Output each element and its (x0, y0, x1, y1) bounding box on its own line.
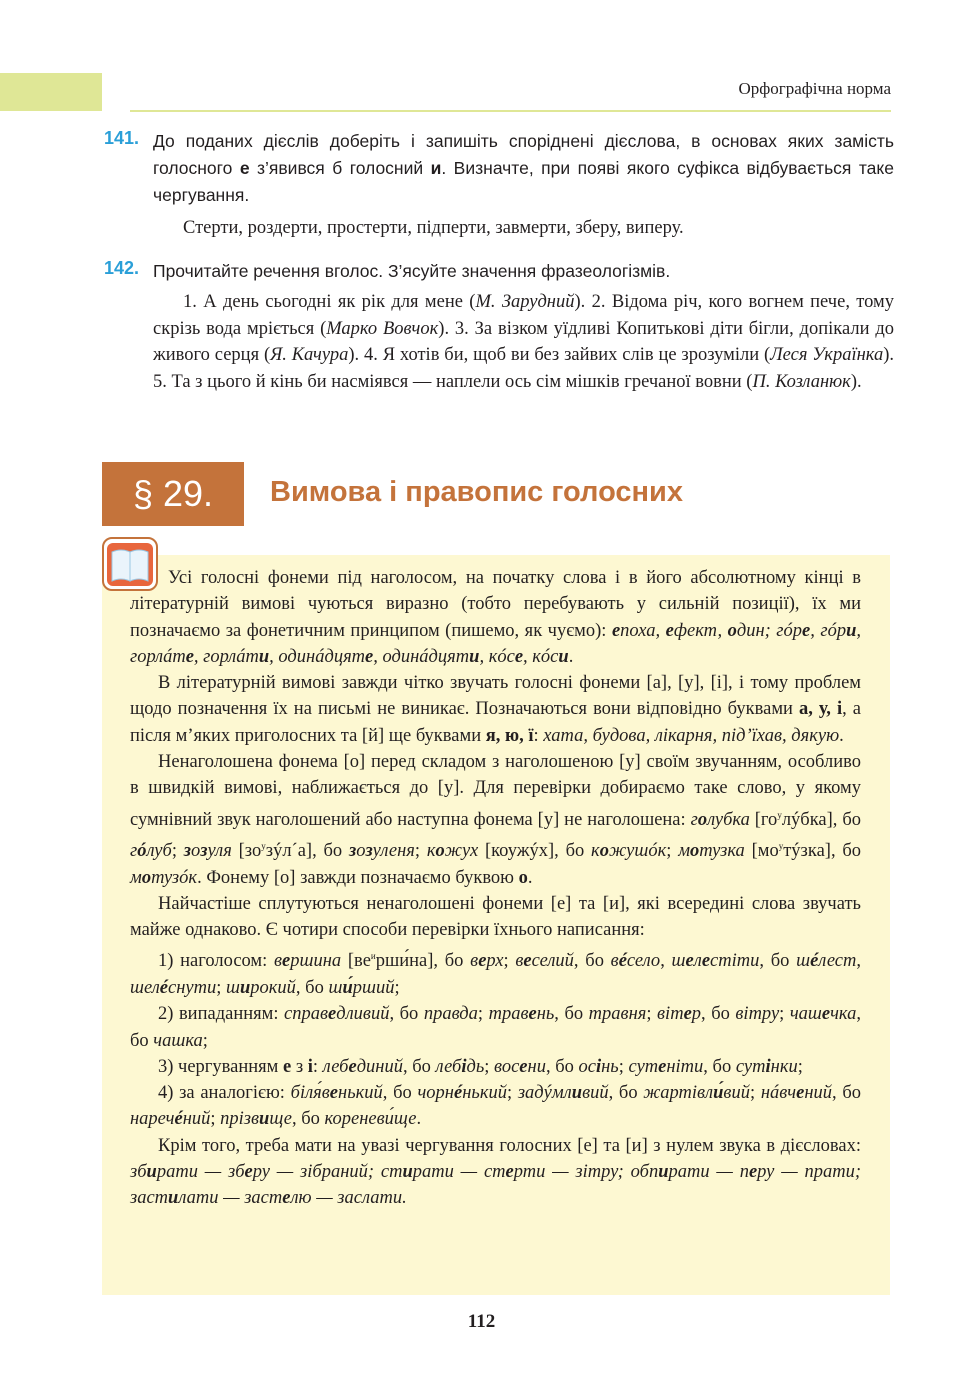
rule-paragraph: Крім того, треба мати на увазі чергування голосних [е] та [и] з нулем звука в дієсловах: збирати — зберу — зібраний; стирати — стерти — зітру; обпирати — перу — прати; застилати — застелю — заслати. (130, 1135, 861, 1209)
rule-paragraph: Усі голосні фонеми під наголосом, на початку слова і в його абсолютному кінці в літературній вимові чуються виразно (тобто перебувають у сильній позиції), їх ми позначаємо за фонетичним принципом (пишемо, як чуємо): епоха, ефект, один; гóре, гóри, горлáте, горлáти, одинáдцяте, одинáдцяти, кóсе, кóси. (130, 568, 862, 667)
section-number: § 29. (102, 462, 244, 526)
rule-paragraph: Найчастіше сплутуються ненаголошені фонеми [е] та [и], які всередині слова звучать майже однаково. Є чотири способи перевірки їхнього написання: (130, 893, 861, 941)
exercise-task: До поданих дієслів доберіть і запишіть споріднені дієслова, в основах яких замість голосного е з’явився б голосний и. Визначте, при появі якого суфікса відбувається таке чергування. (153, 131, 894, 205)
rule-method-1: 1) наголосом: вершина $[ве^ирши́на]$, бо верх; веселий, бо вéсело, шелестіти, бо шéлест, шелéснути; широкий, бо ши́рший; (130, 951, 861, 998)
header-tab (0, 73, 102, 111)
exercise-141 (104, 128, 894, 242)
rule-method-3: 3) чергуванням е з і: лебединий, бо лебідь; восени, бо осінь; сутеніти, бо сутінки; (158, 1056, 803, 1077)
exercise-142 (104, 258, 894, 395)
rule-text (130, 565, 861, 1212)
exercise-words: Стерти, роздерти, простерти, підперти, завмерти, зберу, виперу. (183, 218, 684, 238)
exercise-sentences: 1. А день сьогодні як рік для мене (М. Зарудний). 2. Відома річ, кого вогнем пече, тому скрізь вода мріється (Марко Вовчок). 3. За візком уїдливі Копитькові діти бігли, допікали до живого серця (Я. Качура). 4. Я хотів би, щоб ви без зайвих слів це зрозуміли (Леся Українка). 5. Та з цього й кінь би насміявся — наплели ось сім мішків гречаної вовни (П. Козланюк). (153, 292, 895, 392)
running-header: Орфографічна норма (738, 79, 891, 98)
exercise-task: Прочитайте речення вголос. З’ясуйте значення фразеологізмів. (153, 261, 671, 281)
exercise-number: 141. (104, 128, 140, 148)
rule-paragraph: Ненаголошена фонема [о] перед складом з наголошеною [у] своїм звучанням, особливо в швидкій вимові, наближається до [у]. Для перевірки добираємо таке слово, у якому сумнівний звук наголошений або наступна фонема [у] не наголошена: голубка $[го^улýбка]$, бо гóлуб; зозуля $[зо^узýл´а]$, бо зозуленя; кожух [коужýх], бо кожушóк; мотузка $[мо^утýзка]$, бо мотузóк. Фонему [о] завжди позначаємо буквою о. (130, 752, 862, 888)
page-number: 112 (467, 1311, 496, 1332)
rule-method-4: 4) за аналогією: біля́венький, бо чорнéнький; задýмливий, бо жартівли́вий; нáвчений, бо наречéний; прізвище, бо кореневи́ще. (130, 1083, 862, 1130)
section-title: Вимова і правопис голосних (270, 476, 684, 508)
header-rule (130, 110, 891, 112)
exercise-number: 142. (104, 258, 140, 278)
rule-method-2: 2) випаданням: справедливий, бо правда; травень, бо травня; вітер, бо вітру; чашечка, бо чашка; (130, 1004, 862, 1051)
rule-paragraph: В літературній вимові завжди чітко звучать голосні фонеми [а], [у], [і], і тому проблем щодо позначення їх на письмі не виникає. Позначаються вони відповідно буквами а, у, і, а після м’яких приголосних та [й] ще буквами я, ю, ї: хата, будова, лікарня, під’їхав, дякую. (130, 673, 861, 746)
